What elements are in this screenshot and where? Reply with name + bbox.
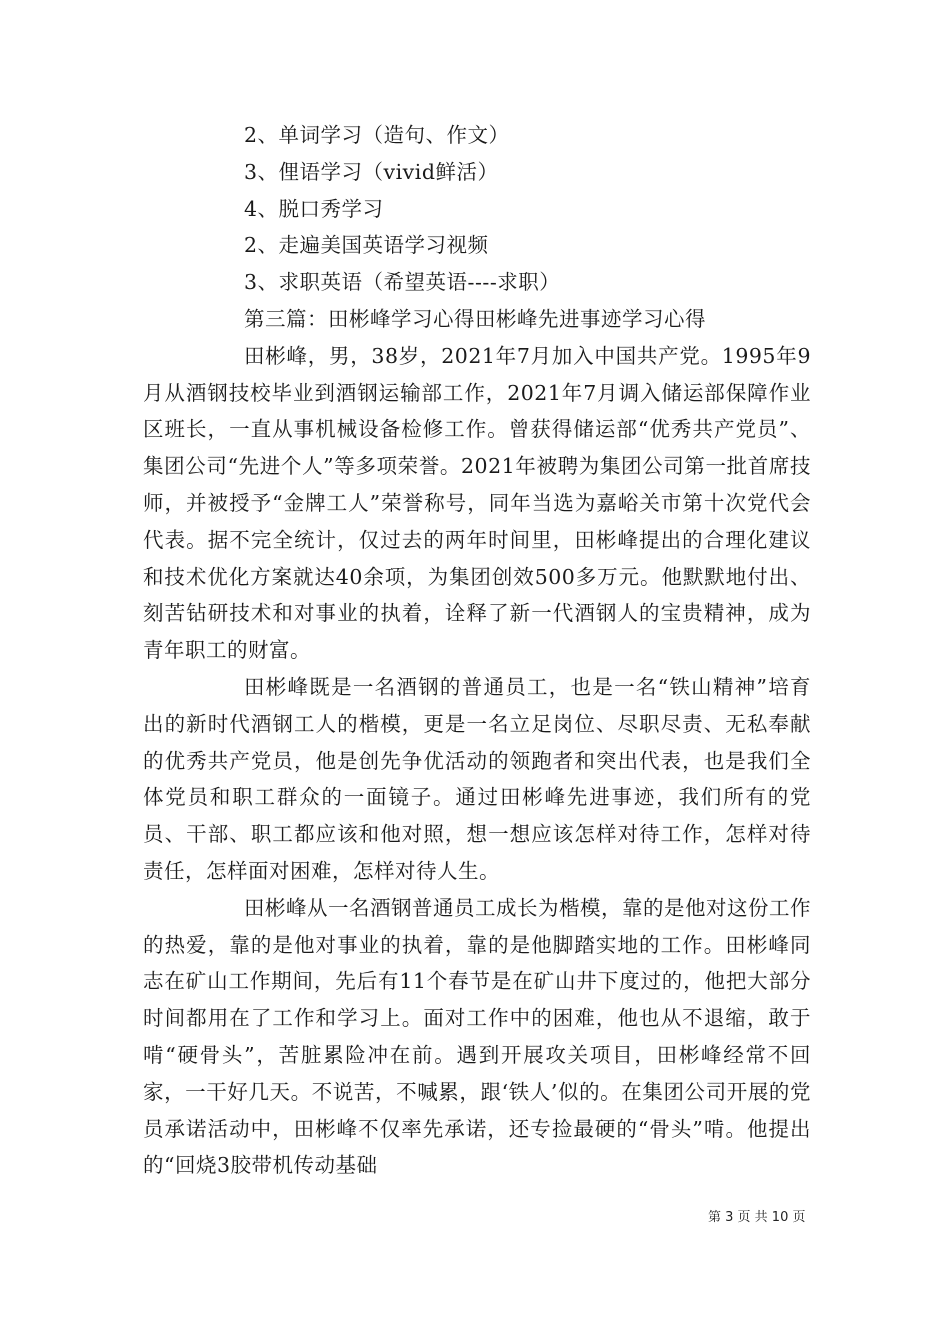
paragraph-1: 田彬峰，男，38岁，2021年7月加入中国共产党。1995年9月从酒钢技校毕业到酒钢运输部工作，2021年7月调入储运部保障作业区班长，一直从事机械设备检修工作。曾获得储运部“优秀共产党员”、集团公司“先进个人”等多项荣誉。2021年被聘为集团公司第一批首席技师，并被授予“金牌工人”荣誉称号，同年当选为嘉峪关市第十次党代会代表。据不完全统计，仅过去的两年时间里，田彬峰提出的合理化建议和技术优化方案就达40余项，为集团创效500多万元。他默默地付出、刻苦钻研技术和对事业的执着，诠释了新一代酒钢人的宝贵精神，成为青年职工的财富。 [143, 343, 811, 663]
list-item: 2、走遍美国英语学习视频 [244, 233, 489, 258]
page-indicator: 第 3 页 共 10 页 [708, 1210, 806, 1225]
list-item: 4、脱口秀学习 [244, 196, 384, 221]
paragraph-2: 田彬峰既是一名酒钢的普通员工，也是一名“铁山精神”培育出的新时代酒钢工人的楷模，更是一名立足岗位、尽职尽责、无私奉献的优秀共产党员，他是创先争优活动的领跑者和突出代表，也是我们全体党员和职工群众的一面镜子。通过田彬峰先进事迹，我们所有的党员、干部、职工都应该和他对照，想一想应该怎样对待工作，怎样对待责任，怎样面对困难，怎样对待人生。 [143, 674, 811, 883]
list-item: 2、单词学习（造句、作文） [244, 123, 510, 147]
list-item: 3、俚语学习（vivid鲜活） [244, 159, 499, 184]
list-item: 3、求职英语（希望英语----求职） [244, 270, 561, 295]
section-heading: 第三篇：田彬峰学习心得田彬峰先进事迹学习心得 [244, 306, 706, 331]
paragraph-3: 田彬峰从一名酒钢普通员工成长为楷模，靠的是他对这份工作的热爱，靠的是他对事业的执着，靠的是他脚踏实地的工作。田彬峰同志在矿山工作期间，先后有11个春节是在矿山井下度过的，他把大部分时间都用在了工作和学习上。面对工作中的困难，他也从不退缩，敢于啃“硬骨头”，苦脏累险冲在前。遇到开展攻关项目，田彬峰经常不回家，一干好几天。不说苦，不喊累，跟‘铁人’似的。在集团公司开展的党员承诺活动中，田彬峰不仅率先承诺，还专捡最硬的“骨头”啃。他提出的“回烧3胶带机传动基础 [143, 895, 811, 1178]
document-page [143, 117, 811, 1184]
